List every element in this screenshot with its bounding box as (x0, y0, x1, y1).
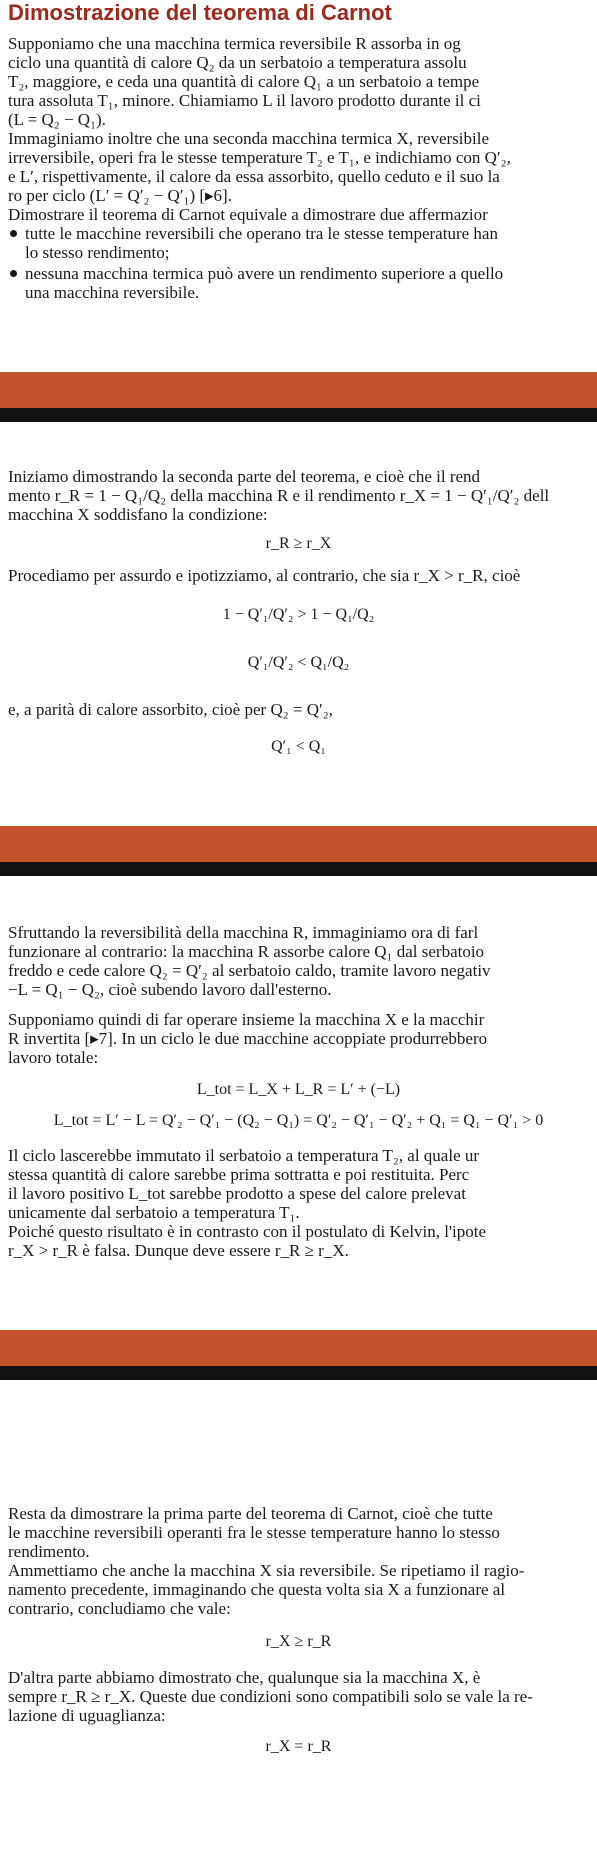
equation: L_tot = L′ − L = Q′₂ − Q′₁ − (Q₂ − Q₁) = Q′₂ − Q′₁ − Q′₂ + Q₁ = Q₁ − Q′₁ > 0 (53, 1112, 544, 1129)
text-line: Poiché questo risultato è in contrasto con il postulato di Kelvin, l'ipote (8, 1222, 487, 1241)
bullet-dot-icon (10, 230, 17, 237)
text-line: Ammettiamo che anche la macchina X sia reversibile. Se ripetiamo il ragio- (8, 1561, 525, 1580)
text-line: Supponiamo che una macchina termica reversibile R assorba in og (8, 34, 461, 53)
text-line: e, a parità di calore assorbito, cioè per Q₂ = Q′₂, (8, 700, 333, 719)
text-line: r_X > r_R è falsa. Dunque deve essere r_R ≥ r_X. (8, 1241, 349, 1260)
equation: Q′₁ < Q₁ (271, 738, 326, 755)
text-line: sempre r_R ≥ r_X. Queste due condizioni sono compatibili solo se vale la re- (8, 1687, 533, 1706)
text-line: tura assoluta T₁, minore. Chiamiamo L il lavoro prodotto durante il ci (8, 91, 481, 110)
text-line: Sfruttando la reversibilità della macchina R, immaginiamo ora di farl (8, 923, 479, 942)
section-divider (0, 826, 597, 876)
text-line: D'altra parte abbiamo dimostrato che, qualunque sia la macchina X, è (8, 1668, 481, 1687)
page-title: Dimostrazione del teorema di Carnot (8, 0, 392, 25)
text-line: −L = Q₁ − Q₂, cioè subendo lavoro dall'esterno. (8, 980, 332, 999)
text-line: unicamente dal serbatoio a temperatura T₁. (8, 1203, 300, 1222)
bullet-item: tutte le macchine reversibili che operano tra le stesse temperature han (8, 224, 498, 243)
equation: r_X = r_R (265, 1738, 332, 1755)
text-line: Supponiamo quindi di far operare insieme la macchina X e la macchir (8, 1010, 485, 1029)
text-line: Procediamo per assurdo e ipotizziamo, al contrario, che sia r_X > r_R, cioè (8, 566, 521, 585)
bullet-item: nessuna macchina termica può avere un rendimento superiore a quello (8, 264, 503, 283)
text-line: (L = Q₂ − Q₁). (8, 110, 106, 129)
text-line: Il ciclo lascerebbe immutato il serbatoio a temperatura T₂, al quale ur (8, 1146, 480, 1165)
text-line: T₂, maggiore, e ceda una quantità di calore Q₁ a un serbatoio a tempe (8, 72, 480, 91)
text-line: il lavoro positivo L_tot sarebbe prodotto a spese del calore prelevat (8, 1184, 466, 1203)
text-line: lavoro totale: (8, 1048, 99, 1067)
text-line: e L′, rispettivamente, il calore da essa assorbito, quello ceduto e il suo la (8, 167, 500, 186)
equation: Q′₁/Q′₂ < Q₁/Q₂ (247, 654, 350, 671)
text-line: R invertita [▸7]. In un ciclo le due macchine accoppiate produrrebbero (8, 1029, 488, 1048)
text-line: lo stesso rendimento; (25, 243, 170, 262)
text-line: rendimento. (8, 1542, 90, 1561)
equation: r_R ≥ r_X (265, 535, 332, 552)
text-line: stessa quantità di calore sarebbe prima sottratta e poi restituita. Perc (8, 1165, 470, 1184)
section-divider (0, 1330, 597, 1380)
equation: r_X ≥ r_R (265, 1633, 332, 1650)
text-line: namento precedente, immaginando che questa volta sia X a funzionare al (8, 1580, 506, 1599)
text-line: freddo e cede calore Q₂ = Q′₂ al serbatoio caldo, tramite lavoro negativ (8, 961, 491, 980)
text-line: ciclo una quantità di calore Q₂ da un serbatoio a temperatura assolu (8, 53, 467, 72)
text-line: macchina X soddisfano la condizione: (8, 505, 268, 524)
text-line: Immaginiamo inoltre che una seconda macchina termica X, reversibile (8, 129, 489, 148)
section-divider (0, 372, 597, 422)
text-line: le macchine reversibili operanti fra le stesse temperature hanno lo stesso (8, 1523, 500, 1542)
text-line: mento r_R = 1 − Q₁/Q₂ della macchina R e il rendimento r_X = 1 − Q′₁/Q′₂ dell (8, 486, 550, 505)
text-line: contrario, concludiamo che vale: (8, 1599, 231, 1618)
text-line: funzionare al contrario: la macchina R assorbe calore Q₁ dal serbatoio (8, 942, 485, 961)
bullet-dot-icon (10, 270, 17, 277)
text-line: irreversibile, operi fra le stesse temperature T₂ e T₁, e indichiamo con Q′₂, (8, 148, 511, 167)
text-line: Iniziamo dimostrando la seconda parte del teorema, e cioè che il rend (8, 467, 481, 486)
text-line: lazione di uguaglianza: (8, 1706, 166, 1725)
equation: 1 − Q′₁/Q′₂ > 1 − Q₁/Q₂ (222, 606, 375, 623)
text-line: una macchina reversibile. (25, 283, 200, 302)
equation: L_tot = L_X + L_R = L′ + (−L) (196, 1081, 401, 1098)
text-line: ro per ciclo (L′ = Q′₂ − Q′₁) [▸6]. (8, 186, 232, 205)
text-line: Resta da dimostrare la prima parte del teorema di Carnot, cioè che tutte (8, 1504, 493, 1523)
text-line: Dimostrare il teorema di Carnot equivale a dimostrare due affermazior (8, 205, 488, 224)
